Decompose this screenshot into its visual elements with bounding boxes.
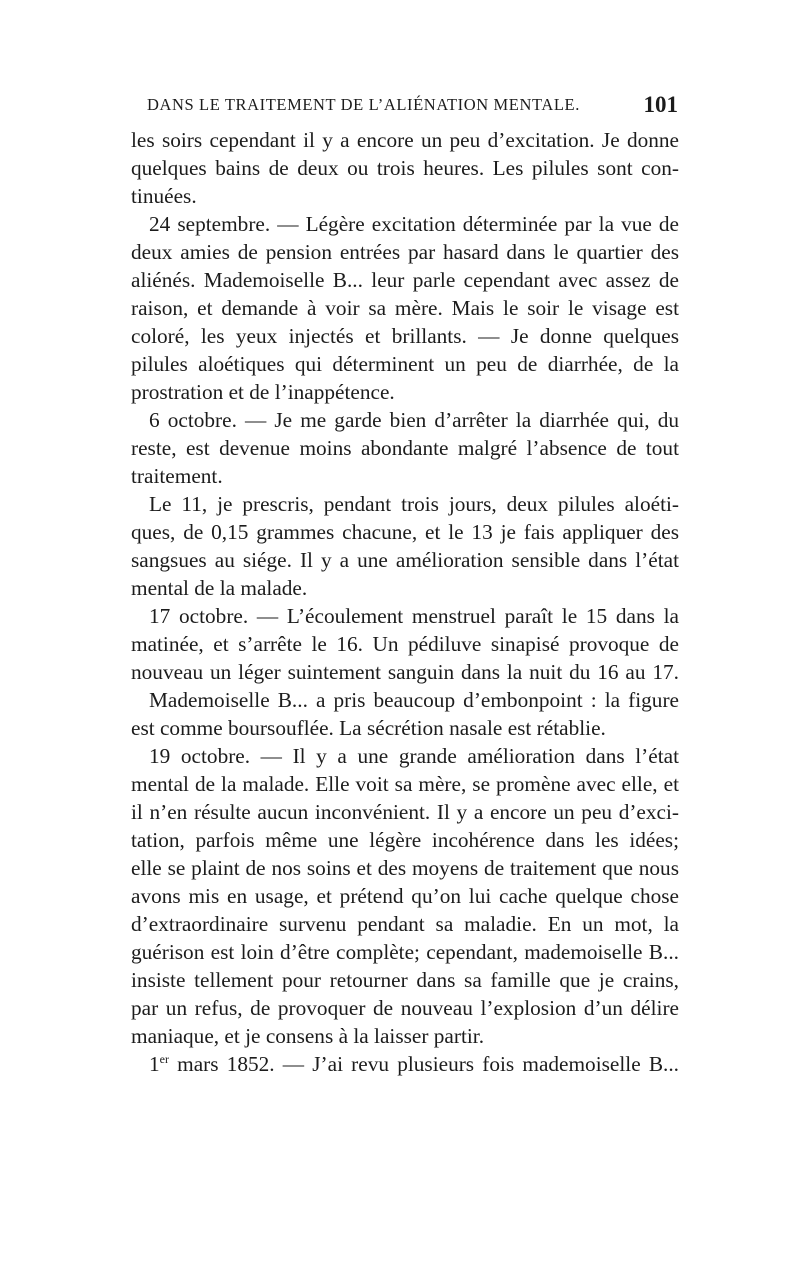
text-line: maniaque, et je consens à la laisser partir. [131, 1024, 485, 1048]
text-line: matinée, et s’arrête le 16. Un pédiluve sinapisé provoque de [131, 632, 679, 656]
text-line: avons mis en usage, et prétend qu’on lui cache quelque chose [131, 884, 679, 908]
text-line: sangsues au siége. Il y a une amélioration sensible dans l’état [131, 548, 679, 572]
text-line: d’extraordinaire survenu pendant sa maladie. En un mot, la [131, 912, 679, 936]
text-line: reste, est devenue moins abondante malgré l’absence de tout [131, 436, 679, 460]
text-line: Mademoiselle B... a pris beaucoup d’embonpoint : la figure [149, 688, 679, 712]
page-number: 101 [643, 92, 678, 117]
text-line: 19 octobre. — Il y a une grande amélioration dans l’état [149, 744, 679, 768]
text-line: 24 septembre. — Légère excitation déterminée par la vue de [149, 212, 679, 236]
text-line: traitement. [131, 464, 223, 488]
text-line: Le 11, je prescris, pendant trois jours, deux pilules aloéti- [149, 492, 679, 516]
text-line: aliénés. Mademoiselle B... leur parle cependant avec assez de [131, 268, 679, 292]
text-line: guérison est loin d’être complète; cependant, mademoiselle B... [131, 940, 679, 964]
text-line: insiste tellement pour retourner dans sa famille que je crains, [131, 968, 679, 992]
text-line: est comme boursouflée. La sécrétion nasale est rétablie. [131, 716, 606, 740]
text-line: coloré, les yeux injectés et brillants. — Je donne quelques [131, 324, 679, 348]
text-line: 6 octobre. — Je me garde bien d’arrêter la diarrhée qui, du [149, 408, 679, 432]
text-line: les soirs cependant il y a encore un peu d’excitation. Je donne [131, 128, 679, 152]
text-line: deux amies de pension entrées par hasard dans le quartier des [131, 240, 679, 264]
text-line: quelques bains de deux ou trois heures. Les pilules sont con- [131, 156, 679, 180]
text-line: mental de la malade. [131, 576, 308, 600]
text-line: elle se plaint de nos soins et des moyens de traitement que nous [131, 856, 679, 880]
running-title: DANS LE TRAITEMENT DE L’ALIÉNATION MENTALE. [147, 95, 580, 114]
text-line: mental de la malade. Elle voit sa mère, se promène avec elle, et [131, 772, 679, 796]
text-line: pilules aloétiques qui déterminent un peu de diarrhée, de la [131, 352, 679, 376]
text-line: 17 octobre. — L’écoulement menstruel paraît le 15 dans la [149, 604, 679, 628]
text-line: nouveau un léger suintement sanguin dans la nuit du 16 au 17. [131, 660, 679, 684]
text-line: tation, parfois même une légère incohérence dans les idées; [131, 828, 679, 852]
text-line: par un refus, de provoquer de nouveau l’explosion d’un délire [131, 996, 679, 1020]
ordinal-number: 1 [149, 1052, 160, 1076]
text-line: il n’en résulte aucun inconvénient. Il y a encore un peu d’exci- [131, 800, 679, 824]
text-line: raison, et demande à voir sa mère. Mais le soir le visage est [131, 296, 679, 320]
text-line: ques, de 0,15 grammes chacune, et le 13 je fais appliquer des [131, 520, 679, 544]
text-line [149, 1048, 679, 1080]
text-line: tinuées. [131, 184, 197, 208]
text-line: prostration et de l’inappétence. [131, 380, 395, 404]
page-header [143, 92, 678, 122]
line-rest: mars 1852. — J’ai revu plusieurs fois mademoiselle B... [168, 1052, 679, 1076]
ordinal-suffix: er [159, 1052, 169, 1066]
